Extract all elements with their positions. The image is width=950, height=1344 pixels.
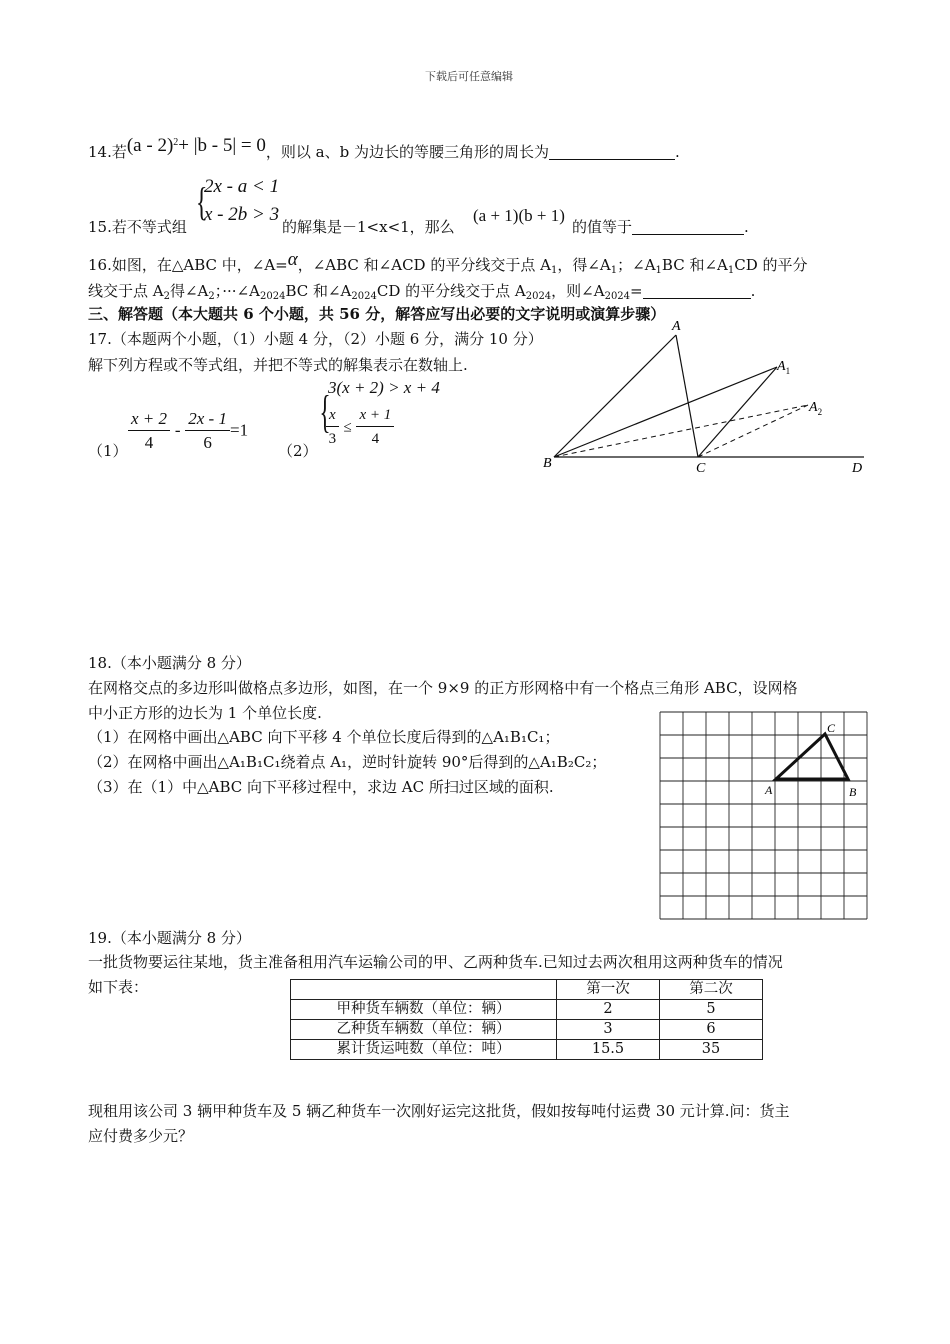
label-D: D bbox=[852, 461, 863, 476]
minus-sign: - bbox=[174, 420, 181, 440]
label-A1-letter: A bbox=[777, 359, 786, 374]
q15-period: . bbox=[744, 218, 749, 236]
frac2-den: 6 bbox=[203, 433, 212, 452]
grid-figure bbox=[658, 710, 874, 920]
segment-BA2 bbox=[554, 405, 808, 457]
q16-alpha: α bbox=[287, 249, 298, 270]
q15-expression: (a + 1)(b + 1) bbox=[473, 206, 565, 225]
table-cell: 3 bbox=[557, 1020, 660, 1040]
segment-CA2 bbox=[698, 405, 808, 457]
q18-part-2: （2）在网格中画出△A₁B₁C₁绕着点 A₁，逆时针旋转 90°后得到的△A₁B₂C₂； bbox=[88, 753, 607, 771]
q16-sub: 1 bbox=[610, 265, 618, 276]
q16-sub: 1 bbox=[655, 265, 662, 276]
q16-text-h: 得∠A bbox=[169, 282, 209, 300]
table-row bbox=[291, 1000, 763, 1020]
frac1-num: x + 2 bbox=[128, 408, 170, 431]
q17-system-ineq-2 bbox=[326, 404, 394, 451]
q16-text-l: ，则∠A bbox=[551, 282, 605, 300]
frac3-den: 3 bbox=[328, 431, 337, 447]
q16-text-b: ，∠ABC 和∠ACD 的平分线交于点 A bbox=[297, 256, 551, 274]
q18-line-1: 在网格交点的多边形叫做格点多边形，如图，在一个 9×9 的正方形网格中有一个格点三角形 ABC，设网格 bbox=[88, 679, 798, 697]
frac-x1-4 bbox=[356, 404, 394, 451]
label-A2-sub: 2 bbox=[817, 407, 823, 417]
q14-expr-part1: (a - 2) bbox=[126, 135, 174, 156]
frac1-den: 4 bbox=[144, 433, 154, 452]
q17-part2-label: （2） bbox=[278, 442, 318, 460]
q18-line-2: 中小正方形的边长为 1 个单位长度. bbox=[88, 704, 322, 722]
q15-text-2-label: 的值等于 bbox=[572, 218, 633, 236]
q16-line-1 bbox=[88, 249, 808, 276]
q16-text-j: BC 和∠A bbox=[285, 282, 352, 300]
section-3-heading: 三、解答题（本大题共 6 个小题，共 56 分，解答应写出必要的文字说明或演算步骤） bbox=[88, 305, 666, 323]
grid-label-A: A bbox=[765, 783, 773, 797]
frac-x-3 bbox=[326, 404, 339, 451]
table-header-cell: 第二次 bbox=[660, 980, 763, 1000]
q17-system-ineq-1: 3(x + 2) > x + 4 bbox=[328, 378, 440, 397]
q18-part-1: （1）在网格中画出△ABC 向下平移 4 个单位长度后得到的△A₁B₁C₁； bbox=[88, 728, 560, 746]
table-cell: 乙种货车辆数（单位：辆） bbox=[291, 1020, 557, 1040]
q14-exponent: 2 bbox=[173, 137, 179, 148]
q19-line-3: 现租用该公司 3 辆甲种货车及 5 辆乙种货车一次刚好运完这批货，假如按每吨付运费 30 元计算.问：货主 bbox=[88, 1102, 790, 1120]
q17-instruction: 解下列方程或不等式组，并把不等式的解集表示在数轴上. bbox=[88, 356, 468, 374]
q16-sub: 2024 bbox=[259, 291, 286, 302]
segment-BA bbox=[554, 335, 676, 457]
q16-text-a: 16.如图，在△ABC 中，∠A= bbox=[88, 256, 288, 274]
q16-sub: 2024 bbox=[525, 291, 552, 302]
q16-text-c: ，得∠A bbox=[557, 256, 611, 274]
table-header-cell bbox=[291, 980, 557, 1000]
frac4-den: 4 bbox=[371, 431, 380, 447]
q19-heading: 19.（本小题满分 8 分） bbox=[88, 929, 251, 947]
q14-number: 14.若 bbox=[88, 143, 127, 161]
q16-sub: 1 bbox=[550, 265, 558, 276]
label-A1 bbox=[776, 359, 790, 376]
label-A2-letter: A bbox=[809, 400, 818, 415]
equals-one: =1 bbox=[229, 420, 249, 440]
q14-expr-part2: + |b - 5| = 0 bbox=[178, 135, 266, 156]
q15-inequality-1: 2x - a < 1 bbox=[204, 176, 280, 197]
q19-line-4: 应付费多少元？ bbox=[88, 1127, 194, 1145]
q17-heading: 17.（本题两个小题，（1）小题 4 分，（2）小题 6 分，满分 10 分） bbox=[88, 330, 543, 348]
q16-text-e: BC 和∠A bbox=[661, 256, 728, 274]
truck-table bbox=[290, 979, 763, 1060]
frac4-num: x + 1 bbox=[356, 404, 394, 427]
segment-CA1 bbox=[698, 367, 777, 457]
q16-sub: 2024 bbox=[351, 291, 377, 302]
q18-part-3: （3）在（1）中△ABC 向下平移过程中，求边 AC 所扫过区域的面积. bbox=[88, 778, 554, 796]
q15-text-1: 的解集是－1<x<1，那么 bbox=[282, 218, 455, 236]
grid-label-C: C bbox=[827, 721, 836, 735]
table-cell: 2 bbox=[557, 1000, 660, 1020]
table-row bbox=[291, 1040, 763, 1060]
question-14 bbox=[88, 135, 680, 163]
segment-AC bbox=[676, 335, 698, 457]
q16-text-g: 线交于点 A bbox=[88, 282, 164, 300]
q19-line-2: 如下表： bbox=[88, 978, 149, 996]
label-A2 bbox=[808, 400, 822, 417]
fraction-1 bbox=[128, 408, 170, 455]
q16-sub: 2 bbox=[208, 291, 215, 302]
q16-answer-blank[interactable] bbox=[643, 284, 751, 299]
q15-inequality-2: x - 2b > 3 bbox=[204, 204, 280, 225]
table-cell: 甲种货车辆数（单位：辆） bbox=[291, 1000, 557, 1020]
q16-line-2 bbox=[88, 280, 755, 301]
table-cell: 5 bbox=[660, 1000, 763, 1020]
q15-number: 15.若不等式组 bbox=[88, 218, 187, 236]
q19-line-1: 一批货物要运往某地，货主准备租用汽车运输公司的甲、乙两种货车.已知过去两次租用这两种货车的情况 bbox=[88, 953, 783, 971]
q14-text: ，则以 a、b 为边长的等腰三角形的周长为 bbox=[265, 143, 549, 161]
q16-sub: 2 bbox=[163, 291, 170, 302]
table-cell: 累计货运吨数（单位：吨） bbox=[291, 1040, 557, 1060]
frac2-num: 2x - 1 bbox=[185, 408, 230, 431]
grid-label-B: B bbox=[849, 785, 857, 799]
label-B: B bbox=[543, 456, 552, 471]
table-cell: 35 bbox=[660, 1040, 763, 1060]
q16-text-f: CD 的平分 bbox=[734, 256, 808, 274]
page-header: 下载后可任意编辑 bbox=[425, 70, 513, 83]
q15-text-2 bbox=[572, 216, 749, 237]
table-cell: 6 bbox=[660, 1020, 763, 1040]
q15-brace: { bbox=[195, 179, 208, 224]
label-C: C bbox=[696, 461, 706, 476]
label-A: A bbox=[672, 319, 681, 334]
q14-answer-blank[interactable] bbox=[549, 145, 675, 160]
q16-sub: 2024 bbox=[604, 291, 631, 302]
q15-answer-blank[interactable] bbox=[632, 220, 744, 235]
table-header-row bbox=[291, 980, 763, 1000]
q16-text-m: = bbox=[630, 282, 643, 300]
q17-brace: { bbox=[319, 386, 331, 437]
q16-text-k: CD 的平分线交于点 A bbox=[376, 282, 526, 300]
grid-lines bbox=[660, 712, 867, 919]
table-header-cell: 第一次 bbox=[557, 980, 660, 1000]
q14-period: . bbox=[675, 143, 680, 161]
table-row bbox=[291, 1020, 763, 1040]
label-A1-sub: 1 bbox=[785, 366, 791, 376]
q17-equation bbox=[128, 408, 248, 455]
q16-text-i: ；···∠A bbox=[214, 282, 260, 300]
table-cell: 15.5 bbox=[557, 1040, 660, 1060]
q16-sub: 1 bbox=[727, 265, 735, 276]
frac3-num: x bbox=[326, 404, 339, 427]
q16-text-d: ；∠A bbox=[617, 256, 656, 274]
q17-part1-label: （1） bbox=[88, 442, 128, 460]
q18-heading: 18.（本小题满分 8 分） bbox=[88, 654, 251, 672]
q16-period: . bbox=[750, 282, 756, 300]
fraction-2 bbox=[185, 408, 230, 455]
triangle-ABC bbox=[776, 734, 848, 779]
le-sign: ≤ bbox=[343, 419, 352, 436]
segment-BA1 bbox=[554, 367, 777, 457]
angle-bisector-figure bbox=[530, 315, 880, 480]
